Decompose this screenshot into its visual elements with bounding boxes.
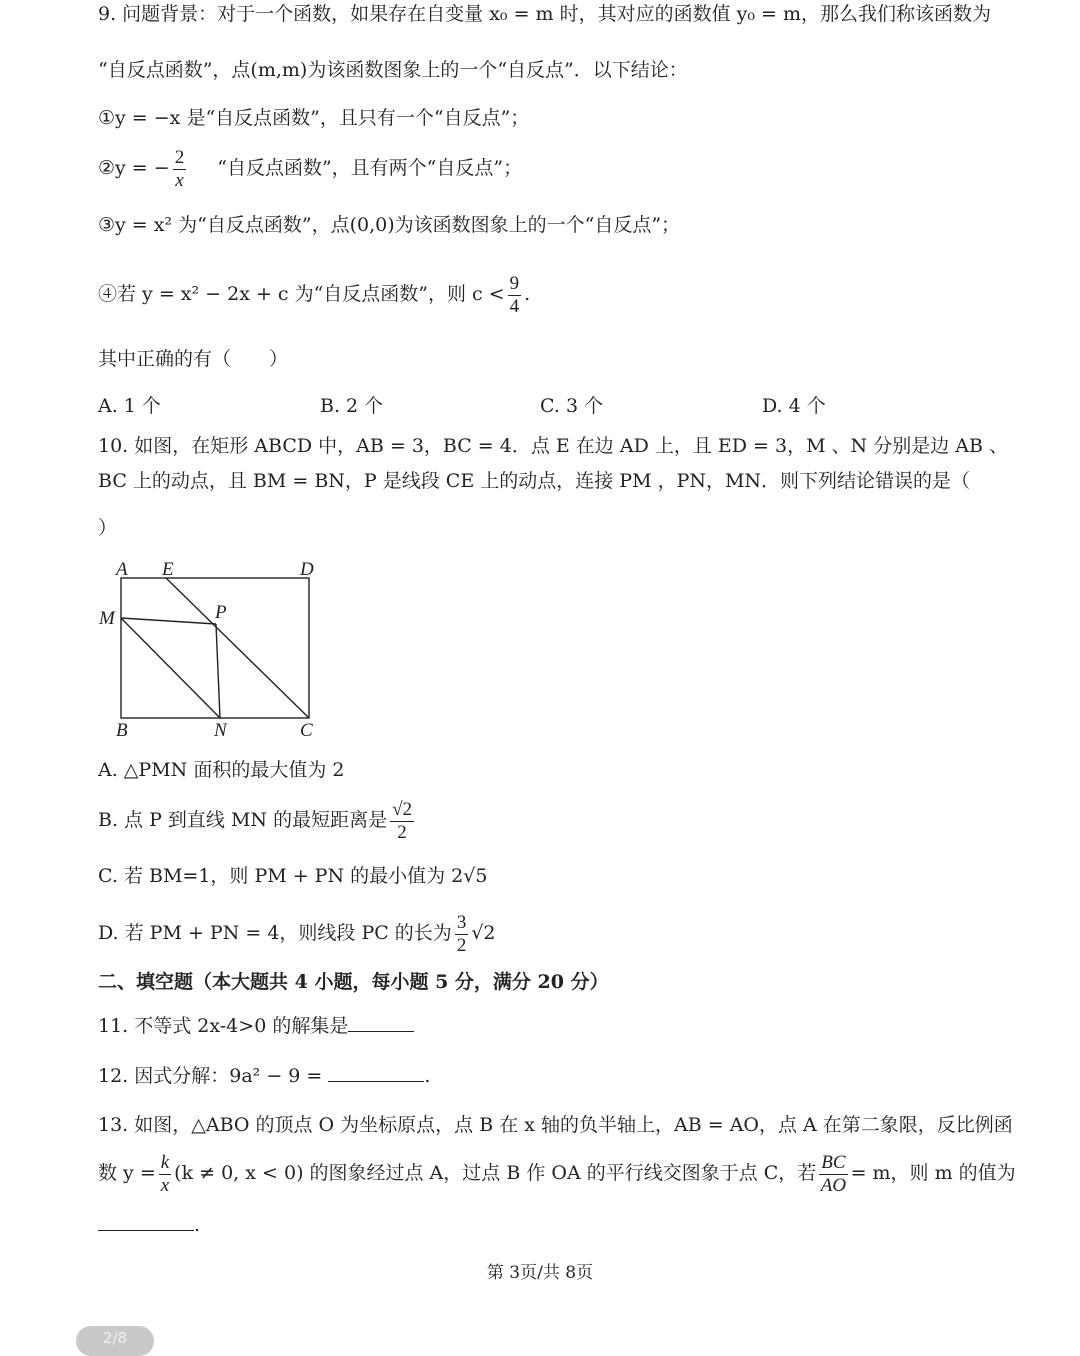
q10-option-b: B. 点 P 到直线 MN 的最短距离是 $\frac{√2}{2}$	[98, 798, 413, 843]
q9-question: 其中正确的有（ ）	[98, 348, 289, 370]
segment-mn	[121, 618, 220, 718]
label-b: B	[116, 720, 128, 741]
segment-pn	[216, 624, 220, 718]
rectangle-abcd	[121, 578, 309, 718]
fraction: $\frac{3}{2}$	[456, 911, 467, 956]
q10-line2: BC 上的动点，且 BM = BN，P 是线段 CE 上的动点，连接 PM ，PN，MN．则下列结论错误的是（	[98, 470, 971, 492]
q9-line2: “自反点函数”，点(m,m)为该函数图象上的一个“自反点”．以下结论：	[98, 59, 688, 81]
page-footer: 第 3页/共 8页	[486, 1263, 594, 1283]
label-c: C	[300, 720, 313, 741]
q13-line1: 13. 如图，△ABO 的顶点 O 为坐标原点，点 B 在 x 轴的负半轴上，AB = AO，点 A 在第二象限，反比例函	[98, 1114, 1013, 1136]
q9-option-d: D. 4 个	[762, 395, 826, 417]
q9-statement-4: ④若 y = x² − 2x + c 为“自反点函数”，则 c < $\frac{9}{4}$ .	[98, 272, 531, 317]
answer-blank	[328, 1063, 424, 1082]
q10-option-a: A. △PMN 面积的最大值为 2	[98, 759, 345, 781]
q9-option-b: B. 2 个	[320, 395, 384, 417]
q11: 11. 不等式 2x-4>0 的解集是	[98, 1013, 414, 1038]
q9-statement-1: ①y = −x 是“自反点函数”，且只有一个“自反点”；	[98, 107, 530, 129]
q9-option-c: C. 3 个	[540, 395, 604, 417]
q12: 12. 因式分解：9a² − 9 = .	[98, 1065, 431, 1087]
page-indicator[interactable]: 2/8	[76, 1326, 154, 1356]
fraction: $\frac{√2}{2}$	[392, 798, 413, 843]
fraction: $\frac{k}{x}$	[160, 1151, 170, 1196]
q9-option-a: A. 1 个	[98, 395, 161, 417]
q10-line1: 10. 如图，在矩形 ABCD 中，AB = 3，BC = 4．点 E 在边 AD 上，且 ED = 3，M 、N 分别是边 AB 、	[98, 435, 1008, 457]
q9-line1: 9. 问题背景：对于一个函数，如果存在自变量 x₀ = m 时，其对应的函数值 y₀ = m，那么我们称该函数为	[98, 3, 992, 25]
section-heading: 二、填空题（本大题共 4 小题，每小题 5 分，满分 20 分）	[98, 971, 609, 993]
q10-option-c: C. 若 BM=1，则 PM + PN 的最小值为 2√5	[98, 865, 488, 887]
fraction: $\frac{9}{4}$	[509, 272, 520, 317]
label-a: A	[116, 559, 128, 580]
q9-statement-2: ②y = − $\frac{2}{x}$ “自反点函数”，且有两个“自反点”；	[98, 146, 523, 191]
segment-ce	[166, 578, 309, 718]
q13-line2: 数 y = $\frac{k}{x}$ (k ≠ 0, x < 0) 的图象经过点 A，过点 B 作 OA 的平行线交图象于点 C，若 $\frac{BC}{AO}$ = m，则 m 的值为	[98, 1151, 1016, 1196]
q13-line3: .	[98, 1212, 200, 1237]
segment-pm	[121, 618, 216, 624]
label-n: N	[214, 720, 227, 741]
label-m: M	[99, 608, 115, 629]
q10-option-d: D. 若 PM + PN = 4，则线段 PC 的长为 $\frac{3}{2}$ √2	[98, 911, 496, 956]
answer-blank	[348, 1013, 414, 1032]
answer-blank	[98, 1212, 194, 1231]
q10-line3: ）	[98, 517, 118, 539]
label-d: D	[300, 559, 314, 580]
fraction: $\frac{BC}{AO}$	[820, 1151, 847, 1196]
rectangle-figure	[96, 556, 336, 746]
label-e: E	[162, 559, 174, 580]
fraction: $\frac{2}{x}$	[174, 146, 185, 191]
q9-statement-3: ③y = x² 为“自反点函数”，点(0,0)为该函数图象上的一个“自反点”；	[98, 214, 681, 236]
label-p: P	[215, 602, 227, 623]
